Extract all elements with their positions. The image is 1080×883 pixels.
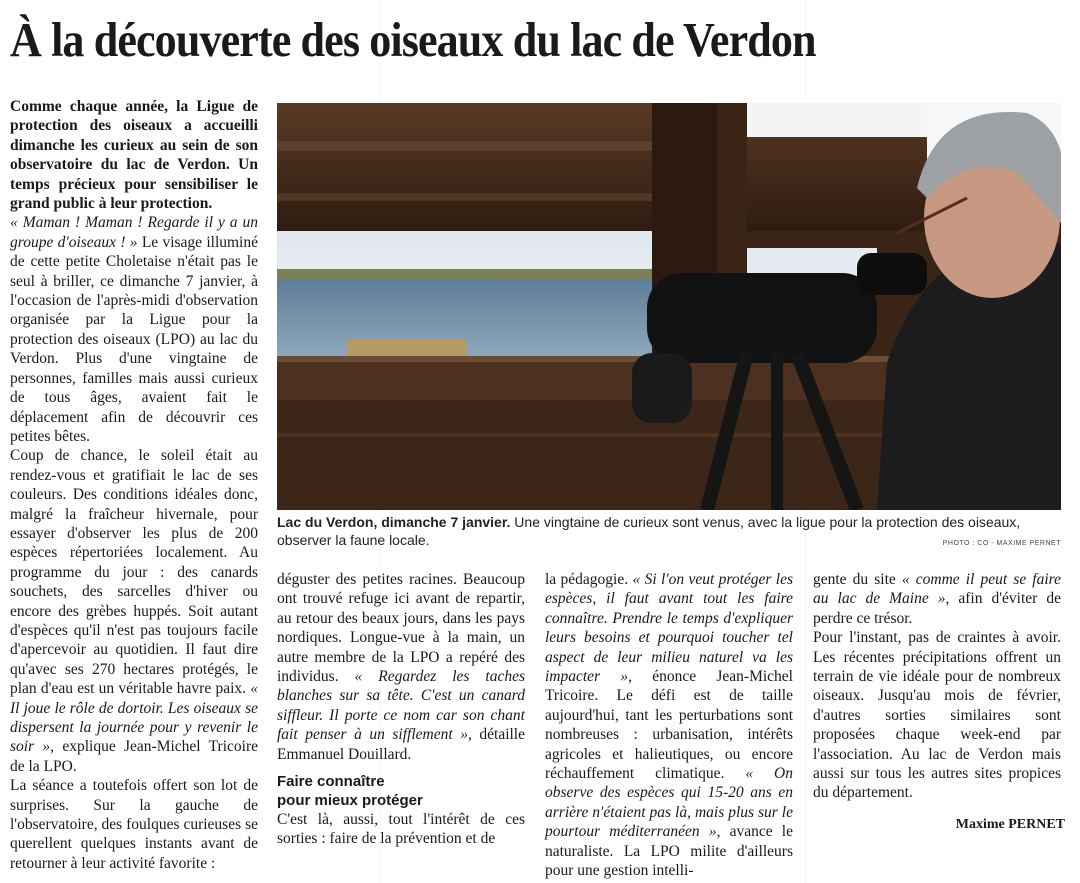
paragraph-text: , avance le naturaliste. La LPO milite d'ailleurs pour une gestion intelli-	[545, 823, 793, 880]
paragraph-text: Pour l'instant, pas de craintes à avoir. Les récentes précipitations offrent un terrain de vie idéale pour de nombreux oiseaux. Jusqu'au mois de février, d'autres sorties similaires sont proposées chaque week-end par l'association. Au lac de Verdon mais aussi sur tous les autres sites propices du département.	[813, 629, 1061, 802]
paragraph	[10, 446, 258, 776]
paragraph-text: Coup de chance, le soleil était au rendez-vous et gratifiait le lac de ses couleurs. Des conditions idéales donc, malgré la fraîcheur hivernale, pour essayer d'observer les plus de 200 espèces répertoriées localement. Au programme du jour : des canards souchets, des sarcelles d'hiver ou encore des grèbes huppés. Soit autant d'espèces qu'il n'est pas toujours facile d'apercevoir au quotidien. Il faut dire qu'avec ses 270 hectares protégés, le plan d'eau est un véritable havre paix.	[10, 447, 258, 698]
author-byline: Maxime PERNET	[955, 817, 1065, 832]
quote: « On observe des espèces qui 15-20 ans en arrière n'étaient pas là, mais plus sur le pourtour méditerranéen »	[545, 765, 793, 841]
quote: « Il joue le rôle de dortoir. Les oiseaux se dispersent la journée pour y revenir le soir »	[10, 680, 258, 756]
quote: « Regardez les taches blanches sur sa tête. C'est un canard siffleur. Il porte ce nom car son chant fait penser à un sifflement »	[277, 668, 525, 744]
birdwatcher-photo	[277, 103, 1061, 510]
paragraph-text: gente du site	[813, 571, 902, 588]
paragraph	[813, 628, 1061, 803]
paragraph	[10, 776, 258, 873]
photo-credit: PHOTO : CO - MAXIME PERNET	[942, 540, 1061, 547]
paragraph	[10, 213, 258, 446]
quote: « Maman ! Maman ! Regarde il y a un groupe d'oiseaux ! »	[10, 214, 258, 251]
article-photo	[277, 103, 1061, 510]
paragraph	[277, 810, 525, 849]
article-column-2	[277, 570, 525, 849]
paragraph-text: La séance a toutefois offert son lot de surprises. Sur la gauche de l'observatoire, des foulques curieuses se querellent quelques instants avant de retourner à leur activité favorite :	[10, 777, 258, 872]
paragraph	[545, 570, 793, 881]
caption-title: Lac du Verdon, dimanche 7 janvier.	[277, 514, 511, 530]
article-lead: Comme chaque année, la Ligue de protection des oiseaux a accueilli dimanche les curieux au sein de son observatoire du lac de Verdon. Un temps précieux pour sensibiliser le grand public à leur protection.	[10, 98, 258, 213]
paragraph-text: , énonce Jean-Michel Tricoire. Le défi est de taille aujourd'hui, tant les perturbations sont nombreuses : urbanisation, intérêts agricoles et halieutiques, ou encore réchauffement climatique.	[545, 668, 793, 783]
article-column-3	[545, 570, 793, 881]
paragraph-text: C'est là, aussi, tout l'intérêt de ces sorties : faire de la prévention et de	[277, 811, 525, 848]
paragraph	[277, 570, 525, 764]
paragraph	[813, 570, 1061, 628]
paragraph-text: déguster des petites racines. Beaucoup ont trouvé refuge ici avant de repartir, au retour des beaux jours, dans les pays nordiques. Longue-vue à la main, un autre membre de la LPO a repéré des individus.	[277, 571, 525, 686]
paragraph-text: la pédagogie.	[545, 571, 633, 588]
headline: À la découverte des oiseaux du lac de Verdon	[10, 12, 816, 67]
quote: « Si l'on veut protéger les espèces, il faut avant tout les faire connaître. Prendre le temps d'expliquer leurs besoins et pourquoi toucher tel aspect de leur milieu naturel va les impacter »	[545, 571, 793, 686]
subheading-line: pour mieux protéger	[277, 792, 423, 810]
article-column-4	[813, 570, 1061, 803]
paragraph-text: , afin d'éviter de perdre ce trésor.	[813, 590, 1061, 627]
subheading-line: Faire connaître	[277, 773, 385, 791]
subheading	[277, 772, 525, 810]
paragraph-text: , détaille Emmanuel Douillard.	[277, 726, 525, 763]
paragraph-text: , explique Jean-Michel Tricoire de la LPO.	[10, 738, 258, 775]
paragraph-text: Le visage illuminé de cette petite Choletaise n'était pas le seul à briller, ce dimanche 7 janvier, à l'occasion de l'après-midi d'observation organisée par la Ligue pour la protection des oiseaux (LPO) au lac du Verdon. Plus d'une vingtaine de personnes, familles mais aussi curieux de tous âges, avaient fait le déplacement afin de découvrir ces petites bêtes.	[10, 233, 258, 445]
quote: « comme il peut se faire au lac de Maine »	[813, 571, 1062, 608]
caption-text: Une vingtaine de curieux sont venus, avec la ligue pour la protection des oiseaux, observer la faune locale.	[277, 514, 1021, 548]
article-column-1	[10, 97, 258, 873]
